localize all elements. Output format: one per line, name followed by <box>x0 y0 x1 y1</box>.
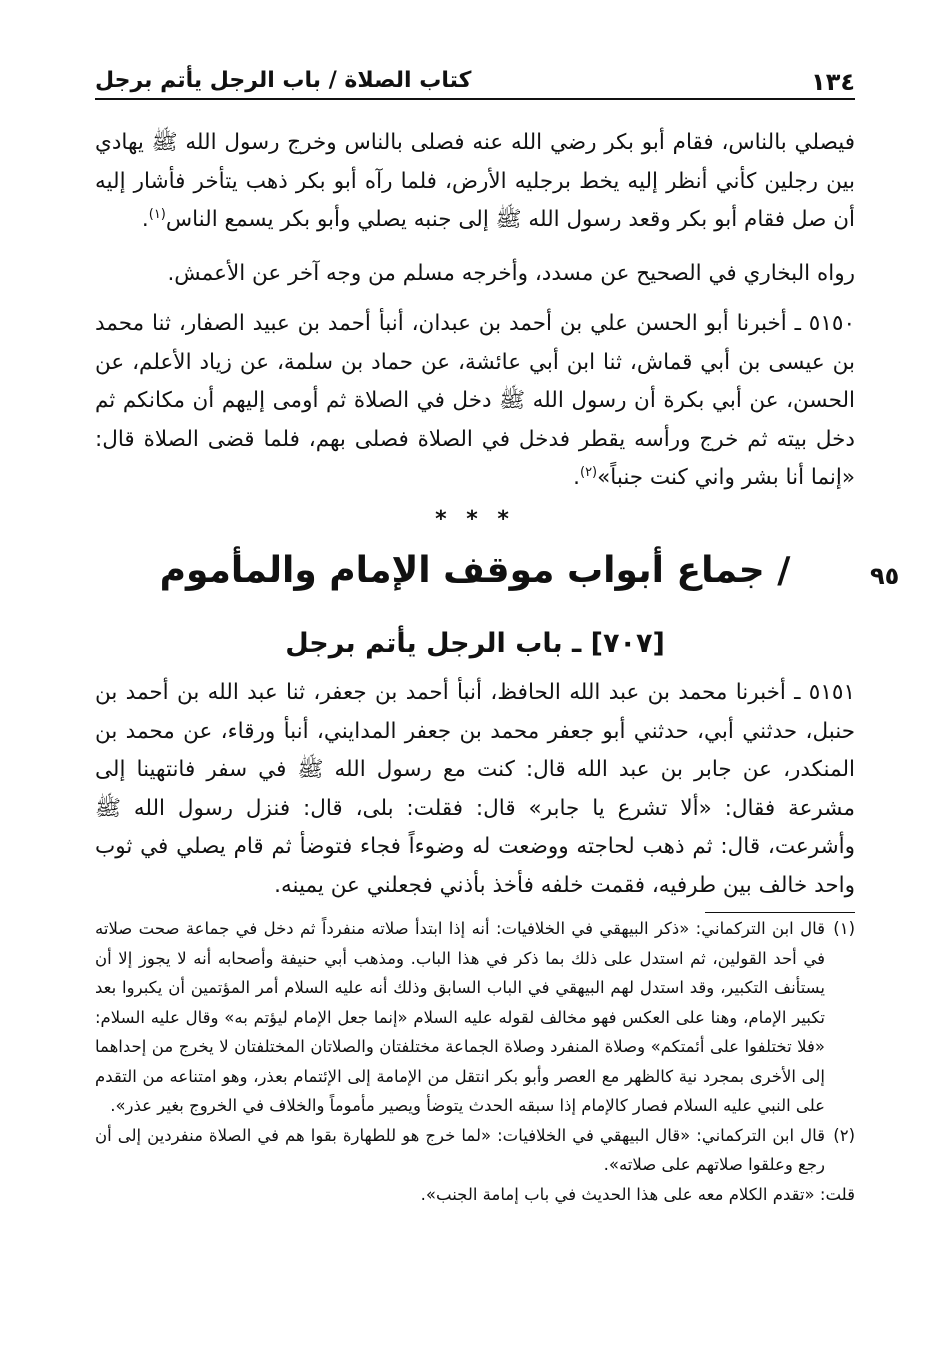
footnote-note: قلت: «تقدم الكلام معه على هذا الحديث في باب إمامة الجنب». <box>420 1184 855 1204</box>
margin-page-number: ٩٥ <box>870 562 900 590</box>
paragraph-text: ٥١٥٠ ـ أخبرنا أبو الحسن علي بن أحمد بن عبدان، أنبأ أحمد بن عبيد الصفار، ثنا محمد بن عيسى بن أبي قماش، ثنا ابن أبي عائشة، عن حماد بن سلمة، عن زياد الأعلم، عن الحسن، عن أبي بكرة أن رسول الله ﷺ دخل في الصلاة ثم أومى إليهم أن مكانكم ثم دخل بيته ثم خرج ورأسه يقطر فدخل في الصلاة فصلى بهم، فلما قضى الصلاة قال: «إنما أنا بشر واني كنت جنباً» <box>95 311 855 490</box>
section-separator: * * * <box>435 507 515 532</box>
footnote-label: (٢) <box>833 1125 855 1145</box>
paragraph-end: . <box>141 207 149 232</box>
footnote-ref[interactable]: (١) <box>148 206 166 222</box>
paragraph-attribution: رواه البخاري في الصحيح عن مسدد، وأخرجه مسلم من وجه آخر عن الأعمش. <box>167 261 855 286</box>
hadith-5150 <box>95 305 855 498</box>
footnote-text: قال ابن التركماني: «ذكر البيهقي في الخلافيات: أنه إذا ابتدأ صلاته منفرداً ثم دخل في جماعة صحت صلاته في أحد القولين، ثم استدل على ذلك بما ذكر في هذا الباب. ومذهب أبي حنيفة وأصحابه أنه لا يجوز إلا أن يستأنف التكبير، وقد استدل لهم البيهقي في الباب السابق وذلك أنه عليه السلام أمر المؤتمين أن يكبروا بعد تكبير الإمام، وهنا على العكس فهو مخالف لقوله عليه السلام «إنما جعل الإمام ليؤتم به» وقال عليه السلام: «فلا تختلفوا على أئمتكم» وصلاة المنفرد وصلاة الجماعة مختلفتان والصلاتان المختلفتان لا يخرج من إحداهما إلى الأخرى بمجرد نية كالظهر مع العصر وأبو بكر انتقل من الإمامة إلى الإئتمام بعذر، وهو امتناعه من التقدم على النبي عليه السلام فصار كالإمام إذا سبقه الحدث يتوضأ ويصير مأموماً والخلاف في الخروج بغير عذر». <box>95 919 825 1115</box>
footnote-1 <box>95 914 855 1121</box>
footnotes <box>95 914 855 1209</box>
footnote-text: قال ابن التركماني: «قال البيهقي في الخلافيات: «لما خرج هو للطهارة بقوا هم في الصلاة منفردين إلى أن رجع وعلقوا صلاتهم على صلاته». <box>95 1125 825 1174</box>
paragraph-end: . <box>573 465 580 490</box>
footnote-2 <box>95 1121 855 1180</box>
chapter-heading: / جماع أبواب موقف الإمام والمأموم <box>159 550 791 591</box>
footnote-divider <box>705 912 855 913</box>
running-header <box>95 68 855 108</box>
footnote-label: (١) <box>833 919 855 938</box>
header-rule <box>95 98 855 100</box>
running-title: كتاب الصلاة / باب الرجل يأتم برجل <box>95 68 472 93</box>
section-heading: [٧٠٧] ـ باب الرجل يأتم برجل <box>285 628 665 659</box>
footnote-ref[interactable]: (٢) <box>579 464 598 480</box>
page-number: ١٣٤ <box>811 68 855 96</box>
paragraph-text: فيصلي بالناس، فقام أبو بكر رضي الله عنه فصلى بالناس وخرج رسول الله ﷺ يهادي بين رجلين كأني أنظر إليه يخط برجليه الأرض، فلما رآه أبو بكر ذهب يتأخر فأشار إليه أن صل فقام أبو بكر وقعد رسول الله ﷺ إلى جنبه يصلي وأبو بكر يسمع الناس <box>95 130 855 232</box>
paragraph-continuation <box>95 124 855 240</box>
hadith-5151: ٥١٥١ ـ أخبرنا محمد بن عبد الله الحافظ، أنبأ أحمد بن جعفر، ثنا عبد الله بن أحمد بن حنبل، حدثني أبي، حدثني أبو جعفر محمد بن جعفر المدايني، أنبأ ورقاء، عن محمد بن المنكدر، عن جابر بن عبد الله قال: كنت مع رسول الله ﷺ في سفر فانتهينا إلى مشرعة فقال: «ألا تشرع يا جابر» قال: فقلت: بلى، قال: فنزل رسول الله ﷺ وأشرعت، قال: ثم ذهب لحاجته ووضعت له وضوءاً فجاء فتوضأ ثم قام يصلي في ثوب واحد خالف بين طرفيه، فقمت خلفه فأخذ بأذني فجعلني عن يمينه. <box>95 680 855 898</box>
